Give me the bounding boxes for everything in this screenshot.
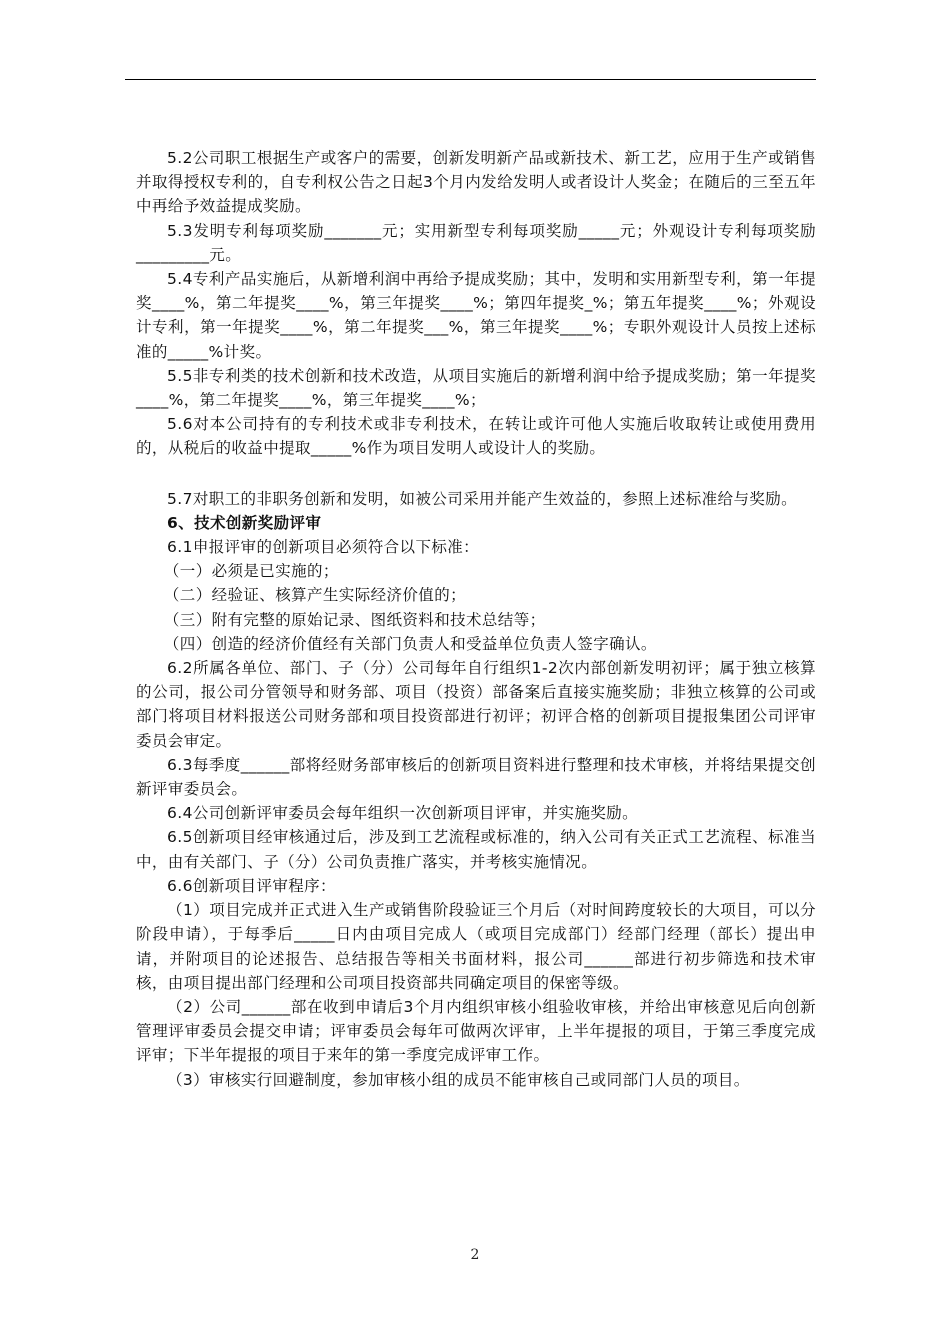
page-number: 2 xyxy=(470,1247,480,1263)
paragraph-5-2: 5.2公司职工根据生产或客户的需要，创新发明新产品或新技术、新工艺，应用于生产或销售并取得授权专利的，自专利权公告之日起3个月内发给发明人或者设计人奖金；在随后的三至五年中再给予效益提成奖励。 xyxy=(136,149,816,216)
procedure-item-3: （3）审核实行回避制度，参加审核小组的成员不能审核自己或同部门人员的项目。 xyxy=(167,1070,750,1089)
criterion-item: （四）创造的经济价值经有关部门负责人和受益单位负责人签字确认。 xyxy=(163,634,657,653)
paragraph-6-1: 6.1申报评审的创新项目必须符合以下标准： xyxy=(167,538,480,557)
paragraph-6-5: 6.5创新项目经审核通过后，涉及到工艺流程或标准的，纳入公司有关正式工艺流程、标准当中，由有关部门、子（分）公司负责推广落实，并考核实施情况。 xyxy=(136,828,816,871)
criterion-item: （三）附有完整的原始记录、图纸资料和技术总结等； xyxy=(163,610,546,629)
procedure-item-2: （2）公司______部在收到申请后3个月内组织审核小组验收审核，并给出审核意见后向创新管理评审委员会提交申请；评审委员会每年可做两次评审，上半年提报的项目，于第三季度完成评审；下半年提报的项目于来年的第一季度完成评审工作。 xyxy=(136,997,816,1065)
section-6-heading: 6、技术创新奖励评审 xyxy=(167,513,322,532)
paragraph-6-4: 6.4公司创新评审委员会每年组织一次创新项目评审，并实施奖励。 xyxy=(167,804,639,823)
paragraph-5-6: 5.6对本公司持有的专利技术或非专利技术，在转让或许可他人实施后收取转让或使用费用的，从税后的收益中提取_____%作为项目发明人或设计人的奖励。 xyxy=(136,415,816,458)
paragraph-6-3: 6.3每季度______部将经财务部审核后的创新项目资料进行整理和技术审核，并将结果提交创新评审委员会。 xyxy=(136,755,816,799)
criterion-item: （二）经验证、核算产生实际经济价值的； xyxy=(163,586,466,605)
criterion-item: （一）必须是已实施的； xyxy=(163,562,339,581)
paragraph-5-5: 5.5非专利类的技术创新和技术改造，从项目实施后的新增利润中给予提成奖励；第一年提奖____%，第二年提奖____%，第三年提奖____%； xyxy=(136,366,816,410)
paragraph-5-3: 5.3发明专利每项奖励_______元；实用新型专利每项奖励_____元；外观设计专利每项奖励_________元。 xyxy=(136,221,816,264)
paragraph-5-7: 5.7对职工的非职务创新和发明，如被公司采用并能产生效益的，参照上述标准给与奖励。 xyxy=(167,489,798,508)
paragraph-5-4: 5.4专利产品实施后，从新增利润中再给予提成奖励；其中，发明和实用新型专利，第一年提奖____%，第二年提奖____%，第三年提奖____%；第四年提奖_%；第五年提奖____%；外观设计专利，第一年提奖____%，第二年提奖___%，第三年提奖____%；专职外观设计人员按上述标准的_____%计奖。 xyxy=(136,270,816,361)
procedure-item-1: （1）项目完成并正式进入生产或销售阶段验证三个月后（对时间跨度较长的大项目，可以分阶段申请），于每季后_____日内由项目完成人（或项目完成部门）经部门经理（部长）提出申请，并附项目的论述报告、总结报告等相关书面材料，报公司______部进行初步筛选和技术审核，由项目提出部门经理和公司项目投资部共同确定项目的保密等级。 xyxy=(136,901,816,992)
blank-line xyxy=(136,461,816,487)
paragraph-6-2: 6.2所属各单位、部门、子（分）公司每年自行组织1-2次内部创新发明初评；属于独立核算的公司，报公司分管领导和财务部、项目（投资）部备案后直接实施奖励；非独立核算的公司或部门将项目材料报送公司财务部和项目投资部进行初评；初评合格的创新项目提报集团公司评审委员会审定。 xyxy=(136,659,816,750)
document-body xyxy=(136,146,816,1092)
paragraph-6-6: 6.6创新项目评审程序： xyxy=(167,876,336,895)
header-rule xyxy=(125,79,816,80)
